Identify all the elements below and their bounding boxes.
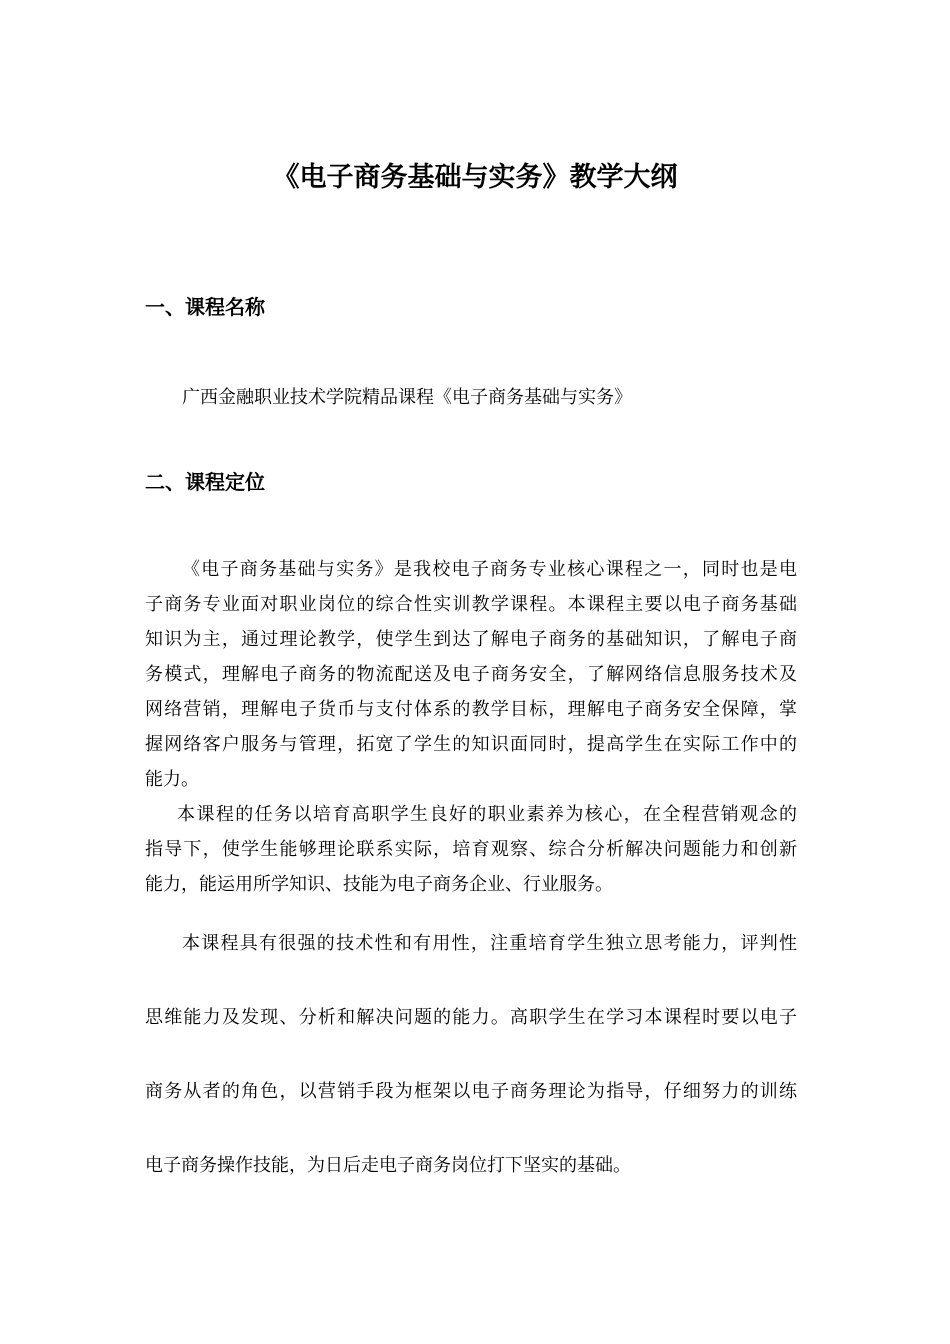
paragraph-line: 子商务专业面对职业岗位的综合性实训教学课程。本课程主要以电子商务基础 [145, 594, 797, 615]
paragraph-line: 商务从者的角色，以营销手段为框架以电子商务理论为指导，仔细努力的训练 [145, 1081, 797, 1102]
paragraph-line: 能力。 [145, 769, 199, 790]
paragraph-line: 务模式，理解电子商务的物流配送及电子商务安全，了解网络信息服务技术及 [145, 664, 797, 685]
course-name-text: 广西金融职业技术学院精品课程《电子商务基础与实务》 [182, 387, 632, 408]
paragraph-line: 本课程的任务以培育高职学生良好的职业素养为核心，在全程营销观念的 [177, 804, 797, 825]
positioning-paragraph-1 [145, 552, 797, 797]
paragraph-line: 《电子商务基础与实务》是我校电子商务专业核心课程之一，同时也是电 [182, 559, 797, 580]
paragraph-line: 网络营销，理解电子货币与支付体系的教学目标，理解电子商务安全保障，掌 [145, 699, 797, 720]
paragraph-line: 能力，能运用所学知识、技能为电子商务企业、行业服务。 [145, 874, 613, 895]
document-title: 《电子商务基础与实务》教学大纲 [272, 162, 678, 193]
paragraph-line: 握网络客户服务与管理，拓宽了学生的知识面同时，提高学生在实际工作中的 [145, 734, 797, 755]
paragraph-line: 本课程具有很强的技术性和有用性，注重培育学生独立思考能力，评判性 [182, 933, 797, 954]
positioning-paragraph-2 [145, 797, 797, 902]
section-heading-course-positioning: 二、课程定位 [145, 470, 265, 494]
positioning-paragraph-3 [145, 907, 797, 1203]
section-heading-course-name: 一、课程名称 [145, 295, 265, 319]
paragraph-line: 知识为主，通过理论教学，使学生到达了解电子商务的基础知识，了解电子商 [145, 629, 797, 650]
paragraph-line: 指导下，使学生能够理论联系实际，培育观察、综合分析解决问题能力和创新 [145, 839, 797, 860]
paragraph-line: 思维能力及发现、分析和解决问题的能力。高职学生在学习本课程时要以电子 [145, 1007, 797, 1028]
paragraph-line: 电子商务操作技能，为日后走电子商务岗位打下坚实的基础。 [145, 1155, 631, 1176]
